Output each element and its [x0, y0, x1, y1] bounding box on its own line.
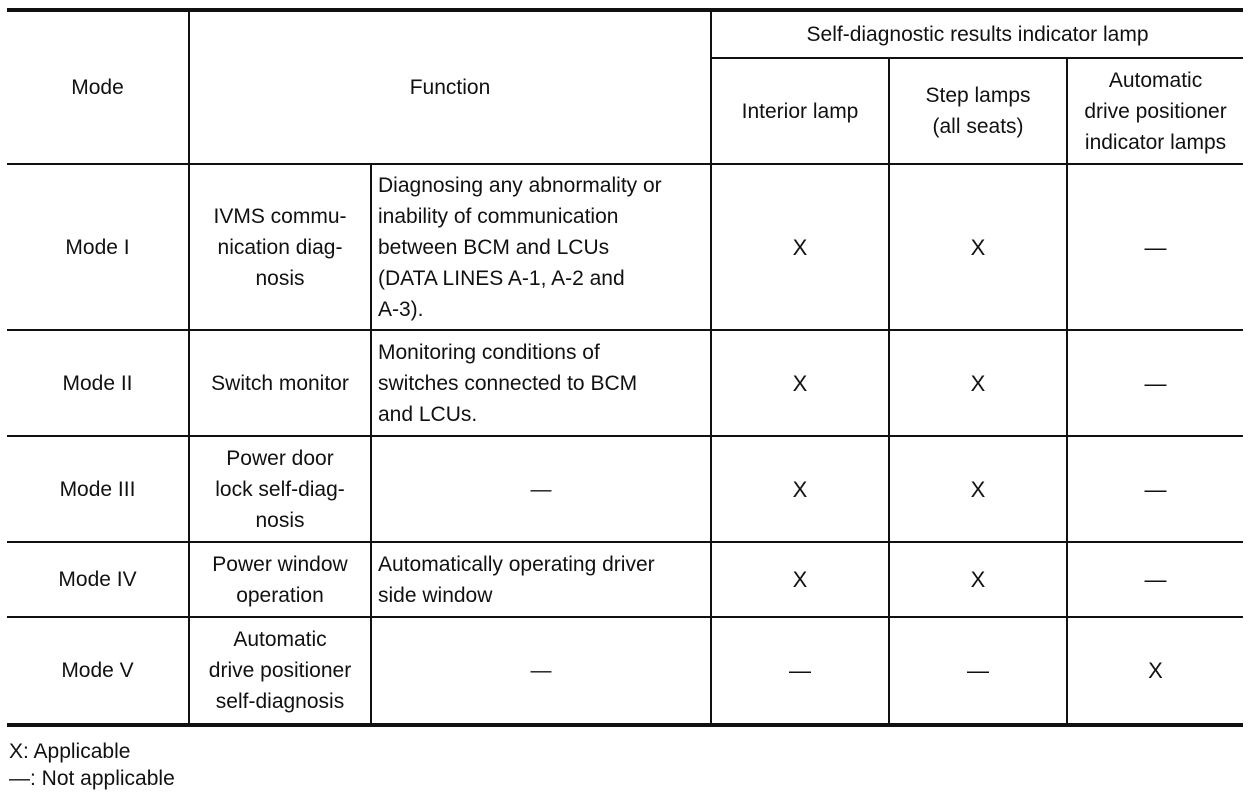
step-lamps-cell [889, 436, 1067, 542]
header-indicator-group [711, 10, 1243, 58]
auto-drive-lamps-cell [1067, 164, 1243, 330]
function-cell [189, 164, 371, 330]
legend-not-applicable: —: Not applicable [9, 767, 175, 790]
interior-lamp-cell [711, 330, 889, 436]
mode-label: Mode III [59, 477, 136, 501]
mode-label: Mode IV [58, 568, 137, 591]
mode-label: Mode I [65, 235, 130, 259]
header-interior-lamp [711, 58, 889, 164]
mode-cell [7, 436, 189, 542]
function-cell [189, 330, 371, 436]
header-step-lamps-label: Step lamps (all seats) [925, 84, 1031, 138]
header-auto-drive-lamps-label: Automatic drive positioner indicator lamps [1084, 68, 1227, 154]
description-text: — [530, 659, 552, 682]
legend-applicable: X: Applicable [9, 740, 131, 763]
step-lamps-cell [889, 617, 1067, 725]
step-lamps-value: X [970, 476, 986, 502]
header-function [189, 10, 711, 164]
step-lamps-value: X [970, 567, 986, 592]
table-row [7, 330, 1243, 436]
interior-lamp-value: X [792, 567, 808, 592]
header-step-lamps [889, 58, 1067, 164]
mode-cell [7, 330, 189, 436]
mode-cell [7, 542, 189, 617]
description-cell [371, 617, 711, 725]
description-cell [371, 330, 711, 436]
table-row [7, 164, 1243, 330]
header-mode-label: Mode [71, 76, 124, 99]
interior-lamp-value: X [792, 476, 808, 502]
function-label: Power door lock self-diag- nosis [215, 446, 345, 532]
mode-cell [7, 164, 189, 330]
auto-drive-lamps-cell [1067, 617, 1243, 725]
auto-drive-lamps-cell [1067, 542, 1243, 617]
table-row [7, 542, 1243, 617]
header-mode [7, 10, 189, 164]
auto-drive-lamps-cell [1067, 330, 1243, 436]
mode-label: Mode II [62, 371, 133, 395]
interior-lamp-value: — [789, 658, 812, 683]
step-lamps-cell [889, 542, 1067, 617]
interior-lamp-cell [711, 164, 889, 330]
self-diagnosis-mode-table [7, 8, 1243, 727]
interior-lamp-value: X [792, 370, 808, 396]
header-auto-drive-lamps [1067, 58, 1243, 164]
step-lamps-cell [889, 330, 1067, 436]
step-lamps-value: — [967, 658, 990, 683]
function-label: Power window operation [212, 552, 348, 607]
header-function-label: Function [409, 76, 491, 99]
step-lamps-cell [889, 164, 1067, 330]
header-indicator-group-label: Self-diagnostic results indicator lamp [806, 23, 1149, 46]
mode-label: Mode V [61, 659, 134, 682]
description-text: — [530, 477, 552, 501]
description-text: Automatically operating driver side window [378, 552, 655, 607]
table-row [7, 436, 1243, 542]
table-row [7, 617, 1243, 725]
interior-lamp-cell [711, 542, 889, 617]
function-label: IVMS commu- nication diag- nosis [213, 204, 347, 290]
auto-drive-lamps-cell [1067, 436, 1243, 542]
function-cell [189, 436, 371, 542]
interior-lamp-cell [711, 617, 889, 725]
mode-cell [7, 617, 189, 725]
description-cell [371, 164, 711, 330]
step-lamps-value: X [970, 370, 986, 396]
header-interior-lamp-label: Interior lamp [741, 99, 859, 123]
description-cell [371, 436, 711, 542]
auto-drive-lamps-value: — [1144, 234, 1167, 260]
function-label: Switch monitor [211, 371, 349, 395]
description-cell [371, 542, 711, 617]
function-cell [189, 542, 371, 617]
auto-drive-lamps-value: — [1144, 567, 1167, 592]
description-text: Monitoring conditions of switches connected to BCM and LCUs. [378, 340, 638, 426]
interior-lamp-value: X [792, 234, 808, 260]
description-text: Diagnosing any abnormality or inability of communication between BCM and LCUs (DATA LINES A-1, A-2 and A-3). [378, 173, 662, 321]
step-lamps-value: X [970, 234, 986, 260]
auto-drive-lamps-value: — [1144, 370, 1167, 396]
interior-lamp-cell [711, 436, 889, 542]
function-label: Automatic drive positioner self-diagnosis [208, 628, 352, 713]
legend [9, 738, 175, 792]
auto-drive-lamps-value: — [1144, 476, 1167, 502]
auto-drive-lamps-value: X [1148, 658, 1163, 683]
function-cell [189, 617, 371, 725]
